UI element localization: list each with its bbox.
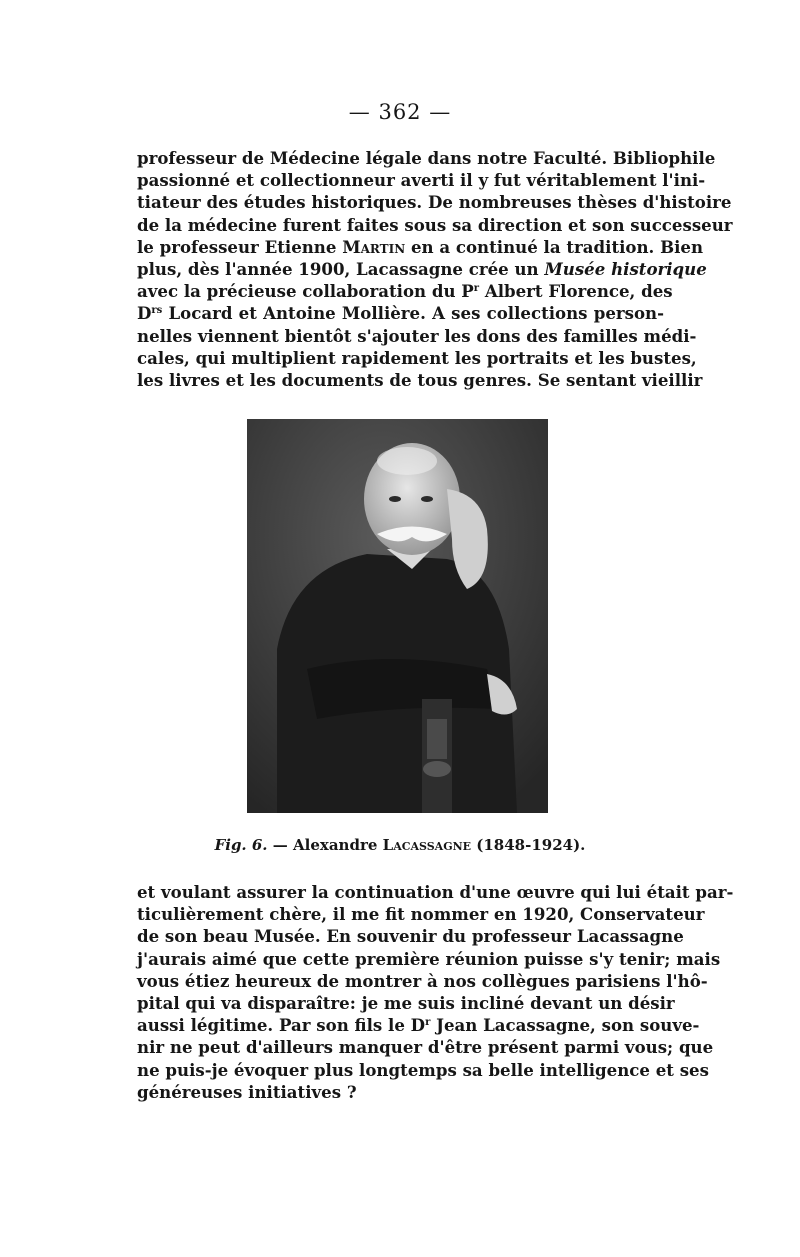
text-run: plus, dès l'année 1900, Lacassagne crée un	[137, 259, 545, 280]
superscript: r	[473, 283, 480, 295]
paragraph-bottom	[137, 881, 734, 1103]
text-run: avec la précieuse collaboration du P	[137, 281, 474, 302]
caption-first-name: Alexandre	[293, 836, 378, 854]
text-line	[137, 302, 664, 324]
text-line: vous étiez heureux de montrer à nos collègues parisiens l'hô-	[137, 970, 708, 991]
text-line	[137, 258, 707, 280]
figure-caption	[0, 836, 800, 854]
text-run: le professeur Etienne	[137, 236, 343, 257]
text-line: nir ne peut d'ailleurs manquer d'être présent parmi vous; que	[137, 1037, 714, 1058]
portrait-photograph	[247, 419, 548, 813]
text-line: ticulièrement chère, il me fit nommer en 1920, Conservateur	[137, 904, 705, 925]
museum-title-italic: Musée historique	[544, 259, 707, 280]
caption-dash: —	[272, 836, 288, 854]
text-line: généreuses initiatives ?	[137, 1081, 357, 1102]
text-run: aussi légitime. Par son fils le D	[137, 1015, 426, 1036]
superscript: rs	[151, 305, 163, 317]
text-line: de la médecine furent faites sous sa direction et son successeur	[137, 214, 733, 235]
text-line: j'aurais aimé que cette première réunion puisse s'y tenir; mais	[137, 948, 721, 969]
text-line: nelles viennent bientôt s'ajouter les dons des familles médi-	[137, 325, 697, 346]
text-line: tiateur des études historiques. De nombreuses thèses d'histoire	[137, 192, 732, 213]
text-line: pital qui va disparaître: je me suis incliné devant un désir	[137, 993, 675, 1014]
text-line: et voulant assurer la continuation d'une œuvre qui lui était par-	[137, 882, 734, 902]
figure-label: Fig. 6.	[214, 836, 268, 854]
author-name-smallcaps: Martin	[342, 236, 406, 257]
text-line	[137, 236, 704, 258]
text-line	[137, 280, 673, 302]
text-run: Jean Lacassagne, son souve-	[430, 1015, 700, 1036]
superscript: r	[425, 1017, 431, 1029]
caption-surname: Lacassagne	[382, 836, 472, 854]
text-run: en a continué la tradition. Bien	[405, 236, 704, 257]
text-run: Locard et Antoine Mollière. A ses collections person-	[162, 303, 664, 324]
text-line: les livres et les documents de tous genres. Se sentant vieillir	[137, 370, 703, 391]
text-line: cales, qui multiplient rapidement les portraits et les bustes,	[137, 347, 697, 368]
text-run: D	[137, 303, 152, 324]
text-line: professeur de Médecine légale dans notre Faculté. Bibliophile	[137, 148, 716, 168]
page-number: — 362 —	[348, 100, 452, 124]
paragraph-top	[137, 147, 733, 391]
text-line: de son beau Musée. En souvenir du professeur Lacassagne	[137, 926, 684, 947]
text-line: ne puis-je évoquer plus longtemps sa belle intelligence et ses	[137, 1059, 709, 1080]
text-run: Albert Florence, des	[479, 281, 673, 302]
text-line: passionné et collectionneur averti il y fut véritablement l'ini-	[137, 170, 706, 191]
caption-dates: (1848-1924).	[476, 836, 586, 854]
text-line	[137, 1014, 700, 1036]
